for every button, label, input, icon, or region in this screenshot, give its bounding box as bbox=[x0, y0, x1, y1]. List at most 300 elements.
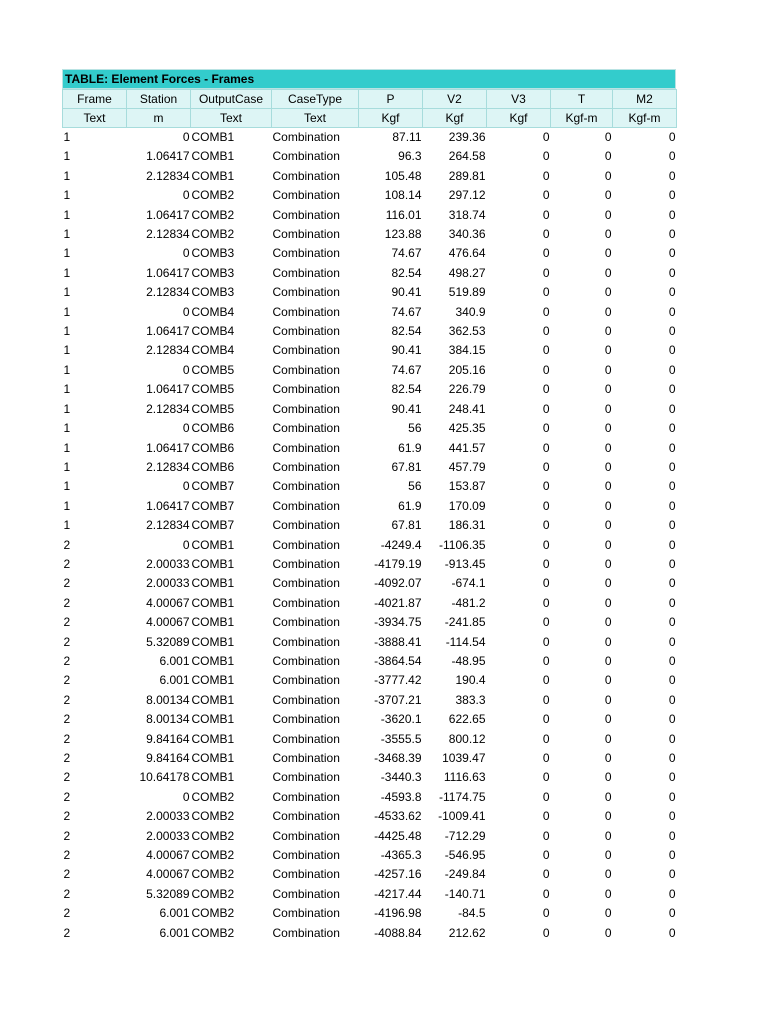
m2-cell: 0 bbox=[668, 731, 676, 746]
m2-cell: 0 bbox=[668, 324, 676, 339]
case-type-cell: Combination bbox=[272, 848, 340, 863]
p-cell: -3468.39 bbox=[374, 751, 422, 765]
p-cell: 82.54 bbox=[391, 382, 422, 397]
case-type-cell: Combination bbox=[272, 595, 340, 610]
p-cell: -3934.75 bbox=[374, 615, 422, 630]
p-cell: 82.54 bbox=[391, 265, 422, 280]
v2-cell: 318.74 bbox=[448, 207, 486, 222]
column-header: Station bbox=[127, 90, 191, 109]
table-row bbox=[63, 536, 677, 555]
output-case-cell: COMB2 bbox=[191, 227, 235, 242]
v2-cell: -1106.35 bbox=[439, 537, 486, 552]
case-type-cell: Combination bbox=[272, 886, 340, 901]
case-type-cell: Combination bbox=[272, 246, 340, 261]
case-type-cell: Combination bbox=[272, 828, 340, 843]
m2-cell: 0 bbox=[668, 789, 676, 804]
output-case-cell: COMB2 bbox=[191, 848, 235, 863]
t-cell: 0 bbox=[604, 246, 612, 261]
t-cell: 0 bbox=[604, 130, 612, 144]
frame-cell: 1 bbox=[63, 498, 71, 513]
case-type-cell: Combination bbox=[272, 576, 340, 591]
m2-cell: 0 bbox=[668, 576, 676, 591]
case-type-cell: Combination bbox=[272, 149, 340, 164]
case-type-cell: Combination bbox=[272, 653, 340, 668]
output-case-cell: COMB5 bbox=[191, 382, 235, 397]
t-cell: 0 bbox=[604, 537, 612, 552]
v2-cell: 425.35 bbox=[448, 421, 486, 436]
m2-cell: 0 bbox=[668, 712, 676, 727]
frame-cell: 2 bbox=[63, 828, 71, 843]
m2-cell: 0 bbox=[668, 673, 676, 688]
station-cell: 0 bbox=[182, 421, 190, 436]
station-cell: 9.84164 bbox=[146, 751, 190, 765]
frame-cell: 2 bbox=[63, 731, 71, 746]
t-cell: 0 bbox=[604, 304, 612, 319]
v3-cell: 0 bbox=[542, 265, 550, 280]
case-type-cell: Combination bbox=[272, 324, 340, 339]
m2-cell: 0 bbox=[668, 634, 676, 649]
m2-cell: 0 bbox=[668, 459, 676, 474]
unit-header: Text bbox=[272, 109, 359, 128]
case-type-cell: Combination bbox=[272, 227, 340, 242]
v3-cell: 0 bbox=[542, 207, 550, 222]
frame-cell: 2 bbox=[63, 595, 71, 610]
p-cell: -4092.07 bbox=[374, 576, 422, 591]
m2-cell: 0 bbox=[668, 227, 676, 242]
output-case-cell: COMB1 bbox=[191, 130, 235, 144]
table-row bbox=[63, 477, 677, 496]
output-case-cell: COMB2 bbox=[191, 828, 235, 843]
v2-cell: 800.12 bbox=[448, 731, 486, 746]
t-cell: 0 bbox=[604, 867, 612, 882]
v3-cell: 0 bbox=[542, 867, 550, 882]
m2-cell: 0 bbox=[668, 556, 676, 571]
table-row bbox=[63, 904, 677, 923]
case-type-cell: Combination bbox=[272, 304, 340, 319]
v3-cell: 0 bbox=[542, 556, 550, 571]
spreadsheet bbox=[62, 69, 676, 943]
output-case-cell: COMB5 bbox=[191, 362, 235, 377]
v2-cell: 264.58 bbox=[448, 149, 486, 164]
v2-cell: 190.4 bbox=[455, 673, 486, 688]
case-type-cell: Combination bbox=[272, 867, 340, 882]
station-cell: 0 bbox=[182, 537, 190, 552]
t-cell: 0 bbox=[604, 712, 612, 727]
output-case-cell: COMB2 bbox=[191, 925, 235, 940]
v2-cell: -241.85 bbox=[444, 615, 486, 630]
station-cell: 0 bbox=[182, 304, 190, 319]
case-type-cell: Combination bbox=[272, 479, 340, 494]
station-cell: 2.00033 bbox=[146, 576, 190, 591]
table-row bbox=[63, 788, 677, 807]
case-type-cell: Combination bbox=[272, 382, 340, 397]
table-row bbox=[63, 497, 677, 516]
output-case-cell: COMB1 bbox=[191, 712, 235, 727]
output-case-cell: COMB6 bbox=[191, 421, 235, 436]
frame-cell: 2 bbox=[63, 634, 71, 649]
t-cell: 0 bbox=[604, 343, 612, 358]
table-row bbox=[63, 710, 677, 729]
v2-cell: 340.9 bbox=[455, 304, 486, 319]
output-case-cell: COMB1 bbox=[191, 168, 235, 183]
station-cell: 4.00067 bbox=[146, 595, 190, 610]
table-row bbox=[63, 186, 677, 205]
frame-cell: 1 bbox=[63, 459, 71, 474]
case-type-cell: Combination bbox=[272, 440, 340, 455]
table-row bbox=[63, 865, 677, 884]
t-cell: 0 bbox=[604, 828, 612, 843]
t-cell: 0 bbox=[604, 188, 612, 203]
frame-cell: 2 bbox=[63, 537, 71, 552]
t-cell: 0 bbox=[604, 925, 612, 940]
t-cell: 0 bbox=[604, 751, 612, 765]
v3-cell: 0 bbox=[542, 906, 550, 921]
v2-cell: 457.79 bbox=[448, 459, 486, 474]
case-type-cell: Combination bbox=[272, 518, 340, 533]
p-cell: -4088.84 bbox=[374, 925, 422, 940]
m2-cell: 0 bbox=[668, 479, 676, 494]
v2-cell: 498.27 bbox=[448, 265, 486, 280]
m2-cell: 0 bbox=[668, 925, 676, 940]
output-case-cell: COMB6 bbox=[191, 440, 235, 455]
t-cell: 0 bbox=[604, 789, 612, 804]
table-row bbox=[63, 341, 677, 360]
output-case-cell: COMB2 bbox=[191, 207, 235, 222]
p-cell: 67.81 bbox=[391, 518, 422, 533]
table-row bbox=[63, 749, 677, 768]
v2-cell: 239.36 bbox=[448, 130, 486, 144]
table-row bbox=[63, 380, 677, 399]
v3-cell: 0 bbox=[542, 731, 550, 746]
v2-cell: -1174.75 bbox=[439, 789, 486, 804]
frame-cell: 2 bbox=[63, 906, 71, 921]
station-cell: 5.32089 bbox=[146, 886, 190, 901]
t-cell: 0 bbox=[604, 498, 612, 513]
v3-cell: 0 bbox=[542, 615, 550, 630]
v2-cell: 205.16 bbox=[448, 362, 486, 377]
m2-cell: 0 bbox=[668, 149, 676, 164]
p-cell: 74.67 bbox=[391, 362, 422, 377]
case-type-cell: Combination bbox=[272, 401, 340, 416]
output-case-cell: COMB1 bbox=[191, 692, 235, 707]
frame-cell: 2 bbox=[63, 712, 71, 727]
p-cell: 74.67 bbox=[391, 246, 422, 261]
p-cell: 90.41 bbox=[391, 343, 422, 358]
v3-cell: 0 bbox=[542, 925, 550, 940]
p-cell: 74.67 bbox=[391, 304, 422, 319]
unit-header: Kgf bbox=[487, 109, 551, 128]
output-case-cell: COMB2 bbox=[191, 867, 235, 882]
v2-cell: -546.95 bbox=[444, 848, 486, 863]
station-cell: 2.12834 bbox=[146, 401, 190, 416]
p-cell: -3620.1 bbox=[380, 712, 422, 727]
m2-cell: 0 bbox=[668, 595, 676, 610]
v3-cell: 0 bbox=[542, 595, 550, 610]
frame-cell: 2 bbox=[63, 925, 71, 940]
p-cell: -3555.5 bbox=[380, 731, 422, 746]
m2-cell: 0 bbox=[668, 421, 676, 436]
station-cell: 2.12834 bbox=[146, 343, 190, 358]
station-cell: 8.00134 bbox=[146, 712, 190, 727]
table-row bbox=[63, 128, 677, 148]
frame-cell: 1 bbox=[63, 227, 71, 242]
v3-cell: 0 bbox=[542, 382, 550, 397]
output-case-cell: COMB2 bbox=[191, 809, 235, 824]
output-case-cell: COMB1 bbox=[191, 653, 235, 668]
t-cell: 0 bbox=[604, 362, 612, 377]
p-cell: 67.81 bbox=[391, 459, 422, 474]
case-type-cell: Combination bbox=[272, 673, 340, 688]
station-cell: 4.00067 bbox=[146, 615, 190, 630]
column-header: CaseType bbox=[272, 90, 359, 109]
station-cell: 4.00067 bbox=[146, 848, 190, 863]
case-type-cell: Combination bbox=[272, 692, 340, 707]
v3-cell: 0 bbox=[542, 848, 550, 863]
m2-cell: 0 bbox=[668, 828, 676, 843]
p-cell: 61.9 bbox=[398, 498, 422, 513]
case-type-cell: Combination bbox=[272, 207, 340, 222]
v2-cell: 297.12 bbox=[448, 188, 486, 203]
t-cell: 0 bbox=[604, 809, 612, 824]
frame-cell: 2 bbox=[63, 789, 71, 804]
v2-cell: -674.1 bbox=[451, 576, 486, 591]
v2-cell: 248.41 bbox=[448, 401, 486, 416]
p-cell: 87.11 bbox=[392, 130, 422, 144]
m2-cell: 0 bbox=[668, 615, 676, 630]
column-header: M2 bbox=[613, 90, 677, 109]
t-cell: 0 bbox=[604, 324, 612, 339]
case-type-cell: Combination bbox=[272, 770, 340, 785]
frame-cell: 2 bbox=[63, 809, 71, 824]
t-cell: 0 bbox=[604, 556, 612, 571]
table-row bbox=[63, 924, 677, 943]
case-type-cell: Combination bbox=[272, 634, 340, 649]
v3-cell: 0 bbox=[542, 770, 550, 785]
m2-cell: 0 bbox=[668, 401, 676, 416]
v2-cell: 226.79 bbox=[448, 382, 486, 397]
table-row bbox=[63, 846, 677, 865]
p-cell: -4217.44 bbox=[374, 886, 422, 901]
m2-cell: 0 bbox=[668, 518, 676, 533]
table-row bbox=[63, 613, 677, 632]
p-cell: -4593.8 bbox=[380, 789, 422, 804]
m2-cell: 0 bbox=[668, 653, 676, 668]
output-case-cell: COMB2 bbox=[191, 886, 235, 901]
column-header: V3 bbox=[487, 90, 551, 109]
station-cell: 0 bbox=[182, 188, 190, 203]
column-header-row bbox=[63, 90, 677, 109]
case-type-cell: Combination bbox=[272, 615, 340, 630]
m2-cell: 0 bbox=[668, 130, 676, 144]
frame-cell: 1 bbox=[63, 188, 71, 203]
table-row bbox=[63, 206, 677, 225]
table-row bbox=[63, 147, 677, 166]
station-cell: 0 bbox=[182, 130, 190, 144]
m2-cell: 0 bbox=[668, 382, 676, 397]
station-cell: 0 bbox=[182, 479, 190, 494]
p-cell: -4021.87 bbox=[374, 595, 422, 610]
frame-cell: 1 bbox=[63, 362, 71, 377]
v2-cell: 340.36 bbox=[448, 227, 486, 242]
m2-cell: 0 bbox=[668, 751, 676, 765]
frame-cell: 2 bbox=[63, 576, 71, 591]
output-case-cell: COMB2 bbox=[191, 906, 235, 921]
m2-cell: 0 bbox=[668, 692, 676, 707]
p-cell: -3440.3 bbox=[380, 770, 422, 785]
table-row bbox=[63, 827, 677, 846]
station-cell: 0 bbox=[182, 362, 190, 377]
t-cell: 0 bbox=[604, 168, 612, 183]
p-cell: 82.54 bbox=[391, 324, 422, 339]
station-cell: 4.00067 bbox=[146, 867, 190, 882]
output-case-cell: COMB7 bbox=[191, 518, 235, 533]
v2-cell: 1116.63 bbox=[443, 770, 486, 785]
t-cell: 0 bbox=[604, 615, 612, 630]
table-title: TABLE: Element Forces - Frames bbox=[62, 69, 676, 89]
v3-cell: 0 bbox=[542, 479, 550, 494]
station-cell: 1.06417 bbox=[146, 382, 190, 397]
p-cell: 56 bbox=[408, 421, 422, 436]
output-case-cell: COMB2 bbox=[191, 789, 235, 804]
v2-cell: -249.84 bbox=[444, 867, 486, 882]
unit-header: Kgf bbox=[359, 109, 423, 128]
station-cell: 6.001 bbox=[159, 653, 190, 668]
output-case-cell: COMB5 bbox=[191, 401, 235, 416]
v3-cell: 0 bbox=[542, 673, 550, 688]
table-row bbox=[63, 671, 677, 690]
table-row bbox=[63, 439, 677, 458]
p-cell: -4533.62 bbox=[374, 809, 422, 824]
m2-cell: 0 bbox=[668, 848, 676, 863]
station-cell: 6.001 bbox=[159, 906, 190, 921]
station-cell: 9.84164 bbox=[146, 731, 190, 746]
t-cell: 0 bbox=[604, 285, 612, 300]
unit-header: Kgf bbox=[423, 109, 487, 128]
v2-cell: 1039.47 bbox=[442, 751, 486, 765]
case-type-cell: Combination bbox=[272, 265, 340, 280]
v2-cell: 170.09 bbox=[448, 498, 486, 513]
v3-cell: 0 bbox=[542, 285, 550, 300]
frame-cell: 2 bbox=[63, 556, 71, 571]
frame-cell: 1 bbox=[63, 343, 71, 358]
v3-cell: 0 bbox=[542, 304, 550, 319]
station-cell: 1.06417 bbox=[146, 265, 190, 280]
frame-cell: 1 bbox=[63, 168, 71, 183]
frame-cell: 1 bbox=[63, 382, 71, 397]
frame-cell: 1 bbox=[63, 149, 71, 164]
v3-cell: 0 bbox=[542, 227, 550, 242]
table-row bbox=[63, 167, 677, 186]
v2-cell: -48.95 bbox=[451, 653, 486, 668]
m2-cell: 0 bbox=[668, 246, 676, 261]
frame-cell: 1 bbox=[63, 285, 71, 300]
m2-cell: 0 bbox=[668, 770, 676, 785]
v3-cell: 0 bbox=[542, 692, 550, 707]
station-cell: 2.00033 bbox=[146, 556, 190, 571]
p-cell: -4365.3 bbox=[380, 848, 422, 863]
p-cell: 105.48 bbox=[384, 168, 422, 183]
output-case-cell: COMB1 bbox=[191, 615, 235, 630]
output-case-cell: COMB1 bbox=[191, 556, 235, 571]
frame-cell: 1 bbox=[63, 265, 71, 280]
v3-cell: 0 bbox=[542, 886, 550, 901]
v3-cell: 0 bbox=[542, 149, 550, 164]
v3-cell: 0 bbox=[542, 712, 550, 727]
case-type-cell: Combination bbox=[272, 362, 340, 377]
table-row bbox=[63, 458, 677, 477]
case-type-cell: Combination bbox=[272, 188, 340, 203]
v3-cell: 0 bbox=[542, 789, 550, 804]
t-cell: 0 bbox=[604, 518, 612, 533]
frame-cell: 2 bbox=[63, 770, 71, 785]
v2-cell: -114.54 bbox=[445, 634, 486, 649]
frame-cell: 1 bbox=[63, 401, 71, 416]
v3-cell: 0 bbox=[542, 130, 550, 144]
case-type-cell: Combination bbox=[272, 498, 340, 513]
v2-cell: -140.71 bbox=[444, 886, 486, 901]
station-cell: 6.001 bbox=[159, 673, 190, 688]
frame-cell: 1 bbox=[63, 479, 71, 494]
table-row bbox=[63, 516, 677, 535]
frame-cell: 1 bbox=[63, 421, 71, 436]
t-cell: 0 bbox=[604, 440, 612, 455]
frame-cell: 2 bbox=[63, 615, 71, 630]
station-cell: 0 bbox=[182, 246, 190, 261]
v3-cell: 0 bbox=[542, 440, 550, 455]
frame-cell: 1 bbox=[63, 440, 71, 455]
output-case-cell: COMB1 bbox=[191, 595, 235, 610]
p-cell: -4425.48 bbox=[374, 828, 422, 843]
output-case-cell: COMB1 bbox=[191, 751, 235, 765]
table-row bbox=[63, 633, 677, 652]
frame-cell: 2 bbox=[63, 653, 71, 668]
units-row bbox=[63, 109, 677, 128]
station-cell: 1.06417 bbox=[146, 498, 190, 513]
v3-cell: 0 bbox=[542, 421, 550, 436]
station-cell: 1.06417 bbox=[146, 324, 190, 339]
v3-cell: 0 bbox=[542, 459, 550, 474]
v2-cell: 186.31 bbox=[448, 518, 486, 533]
table-row bbox=[63, 807, 677, 826]
p-cell: 108.14 bbox=[384, 188, 422, 203]
case-type-cell: Combination bbox=[272, 168, 340, 183]
station-cell: 2.12834 bbox=[146, 518, 190, 533]
t-cell: 0 bbox=[604, 207, 612, 222]
station-cell: 0 bbox=[182, 789, 190, 804]
case-type-cell: Combination bbox=[272, 459, 340, 474]
t-cell: 0 bbox=[604, 227, 612, 242]
case-type-cell: Combination bbox=[272, 906, 340, 921]
station-cell: 2.00033 bbox=[146, 809, 190, 824]
column-header: P bbox=[359, 90, 423, 109]
v3-cell: 0 bbox=[542, 518, 550, 533]
table-row bbox=[63, 283, 677, 302]
t-cell: 0 bbox=[604, 265, 612, 280]
v3-cell: 0 bbox=[542, 634, 550, 649]
output-case-cell: COMB3 bbox=[191, 265, 235, 280]
t-cell: 0 bbox=[604, 886, 612, 901]
station-cell: 5.32089 bbox=[146, 634, 190, 649]
m2-cell: 0 bbox=[668, 285, 676, 300]
table-row bbox=[63, 244, 677, 263]
m2-cell: 0 bbox=[668, 886, 676, 901]
output-case-cell: COMB3 bbox=[191, 246, 235, 261]
p-cell: -4257.16 bbox=[374, 867, 422, 882]
t-cell: 0 bbox=[604, 634, 612, 649]
p-cell: -4249.4 bbox=[380, 537, 422, 552]
case-type-cell: Combination bbox=[272, 925, 340, 940]
p-cell: 56 bbox=[408, 479, 422, 494]
